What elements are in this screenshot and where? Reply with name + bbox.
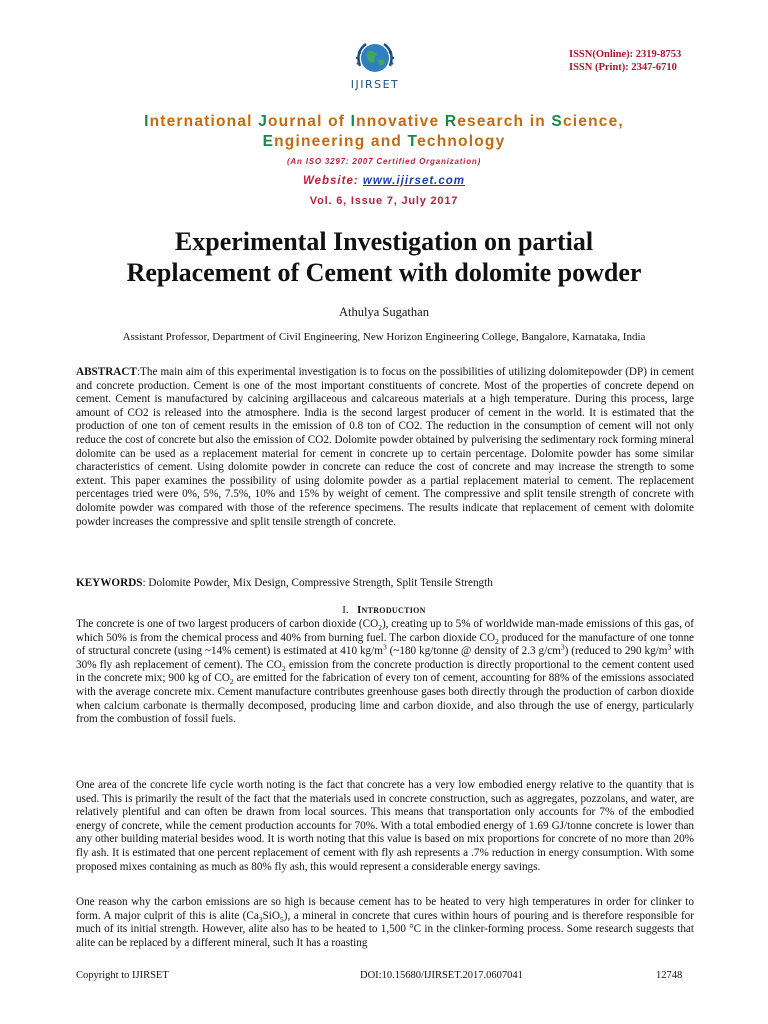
journal-word: ngineering and <box>274 133 408 150</box>
journal-name-line1 <box>0 112 768 132</box>
intro-paragraph-2 <box>76 779 694 874</box>
text-run: , and water, are relatively plentiful and can often be drawn from local sources. This means that transportation only accounts for 7% of the embodied energy of concrete, while the cement production accounts for 70%. With a total embodied energy of 1.69 GJ/tonne concrete is lower than any other building material besides wood. It is worth noting that this value is based on mix proportions for concrete of no more than 20% fly ash. It is estimated that one percent replacement of cement with fly ash represents a .7% reduction in <box>76 792 694 859</box>
text-run: The concrete is one of two largest producers of carbon dioxide (CO <box>76 618 379 630</box>
journal-logo <box>340 36 410 96</box>
journal-word: cience, <box>562 113 624 130</box>
section-title: Introduction <box>356 604 426 616</box>
volume-issue: Vol. 6, Issue 7, July 2017 <box>309 195 459 207</box>
text-run: . With some proposed mixes containing as much as 80% <box>76 846 694 873</box>
journal-word: nnovative <box>356 113 445 130</box>
website-line <box>0 175 768 187</box>
fossil-fuels-link[interactable]: fossil fuels <box>184 713 233 726</box>
subscript: 2 <box>229 677 234 687</box>
journal-cap: J <box>258 113 269 130</box>
pozzolans-link[interactable]: pozzolans <box>580 792 626 805</box>
journal-word: ournal of <box>268 113 351 130</box>
lime-link[interactable]: lime <box>359 699 380 712</box>
text-run: , and also through the use of energy, particularly from the combustion of <box>76 699 695 726</box>
section-heading <box>0 604 768 616</box>
logo-text: IJIRSET <box>350 78 400 91</box>
text-run: is thermally decomposed, producing <box>186 699 360 712</box>
text-run: are emitted for the fabrication of every ton of cement, accounting for 88% of the emissions associated with the average concrete mix. Cement manufacture contributes greenhouse gases both directly through the production of carbon dioxide when <box>76 672 694 712</box>
subscript: 5 <box>279 914 284 924</box>
footer-page-number: 12748 <box>656 970 683 981</box>
text-run: SiO <box>262 909 280 922</box>
text-run: One reason why the carbon emissions are so high is because cement has to be heated to very high temperatures in order for clinker to form. A major culprit of this is alite (Ca <box>76 896 694 922</box>
abstract <box>76 366 694 529</box>
superscript: 3 <box>560 642 565 652</box>
abstract-text: :The main aim of this experimental investigation is to focus on the possibilities of utilizing dolomitepowder (DP) in cement and concrete production. Cement is one of the most important constituents of concrete. Most of the properties of concrete depend on cement. Cement is manufactured by calcining argillaceous and calcareous materials at a high temperature. During this process, large amount of CO2 is released into the atmosphere. India is the second largest producer of cement in the world. It is estimated that the production of one ton of cement results in the emission of 0.8 ton of CO2. The reduction in the consumption of cement will not only reduce the cost of concrete but also the emission of CO2. Dolomite powder obtained by pulverising the sedimentary rock forming mineral dolomite can be used as a replacement material for cement in concrete up to certain percentage. Dolomite powder has some similar characteristics of cement. Using dolomite powder in concrete can reduce the cost of concrete and may increase the strength to some extent. This paper examines the possibility of using dolomite powder as a partial replacement material to cement. The replacement percentages tried were 0%, 5%, 7.5%, 10% and 15% by weight of cement. The compressive and split tensile strength of concrete with dolomite powder was compared with those of the reference specimens. The results indicate that replacement of cement with dolomite powder increases the compressive and split tensile strength of concrete. <box>76 366 694 528</box>
website-label: Website: <box>302 175 363 187</box>
text-run: with 30% fly ash replacement of cement). The CO <box>76 645 695 671</box>
subscript: 2 <box>378 623 382 633</box>
text-run: (~180 kg/tonne @ density of 2.3 g/cm <box>386 645 561 658</box>
superscript: 3 <box>667 642 672 652</box>
text-run: ), creating up to 5% of worldwide man-made emissions of this gas, of which 50% is from the chemical process and 40% from burning fuel. The carbon dioxide CO <box>76 618 694 644</box>
journal-name-line2 <box>0 132 768 152</box>
journal-name <box>0 112 768 152</box>
paper-title-line2: Replacement of Cement with dolomite powder <box>126 258 642 287</box>
journal-word: nternational <box>149 113 259 130</box>
paper-title <box>40 226 728 288</box>
text-run: and <box>379 699 404 712</box>
issn-online: ISSN(Online): 2319-8753 <box>569 49 682 60</box>
footer-copyright: Copyright to IJIRSET <box>76 970 169 981</box>
superscript: 3 <box>382 642 387 652</box>
journal-cap: S <box>551 113 563 130</box>
abstract-label: ABSTRACT <box>76 366 137 378</box>
text-run: emission from the concrete production is directly proportional to the cement content used in the concrete mix; 900 kg of CO <box>76 658 694 685</box>
journal-word: esearch in <box>457 113 552 130</box>
author-name: Athulya Sugathan <box>339 305 429 319</box>
subscript: 2 <box>281 664 286 674</box>
text-run: . <box>232 713 236 726</box>
journal-cap: R <box>444 113 458 130</box>
calcium-carbonate-link[interactable]: calcium carbonate <box>103 699 187 712</box>
text-run: One area of the concrete life cycle worth noting is the fact that concrete has a very low embodied energy relative to the quantity that is used. This is primarily the result of the fact that the materials used in concrete construction, such as aggregates, <box>76 779 694 805</box>
paper-title-line1: Experimental Investigation on partial <box>174 227 594 256</box>
keywords <box>76 577 694 591</box>
text-run: produced for the manufacture of one tonne of structural concrete (using ~14% cement) is estimated at 410 kg/m <box>76 631 694 658</box>
intro-paragraph-3 <box>76 896 694 950</box>
website-link[interactable]: www.ijirset.com <box>362 175 466 187</box>
carbon-dioxide-link[interactable]: carbon dioxide <box>403 699 471 712</box>
journal-cap: T <box>407 133 418 150</box>
text-run: , this would represent a considerable energy savings. <box>304 860 541 873</box>
journal-cap: E <box>262 133 275 150</box>
intro-paragraph-1 <box>76 618 694 727</box>
subscript: 2 <box>495 636 499 646</box>
subscript: 3 <box>258 914 263 924</box>
section-number: I. <box>342 604 349 616</box>
text-run: ) (reduced to 290 kg/m <box>564 645 668 658</box>
journal-word: echnology <box>417 133 506 150</box>
keywords-text: : Dolomite Powder, Mix Design, Compressive Strength, Split Tensile Strength <box>142 577 493 589</box>
text-run: ), a mineral in concrete that cures within hours of pouring and is therefore responsible for much of its initial strength. However, alite also has to be heated to 1,500 °C in the clinker-forming process. Some research suggests that alite can be replaced by a different mineral, such It has a roasting <box>76 909 694 949</box>
keywords-label: KEYWORDS <box>76 577 143 589</box>
journal-cap: I <box>350 113 357 130</box>
issn-print: ISSN (Print): 2347-6710 <box>569 62 677 73</box>
author-affiliation: Assistant Professor, Department of Civil Engineering, New Horizon Engineering College, Bangalore, Karnataka, India <box>122 331 646 343</box>
footer-doi: DOI:10.15680/IJIRSET.2017.0607041 <box>360 970 523 981</box>
journal-cap: I <box>144 113 150 130</box>
fly-ash-link[interactable]: fly ash <box>274 860 305 873</box>
energy-consumption-link[interactable]: energy consumption <box>548 846 640 859</box>
issn-block <box>569 48 681 74</box>
certification-note: (An ISO 3297: 2007 Certified Organization) <box>286 157 482 166</box>
